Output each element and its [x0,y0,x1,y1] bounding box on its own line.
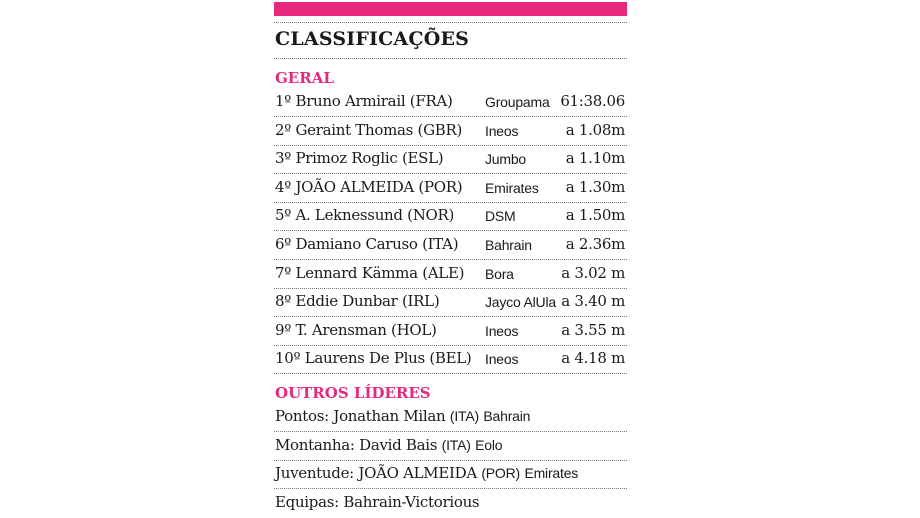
leader-country: (ITA) [441,436,471,453]
time-gap: a 1.30m [565,177,625,196]
rider-name: 7º Lennard Kämma (ALE) [275,263,465,282]
table-row [274,145,627,173]
table-row [274,202,627,230]
table-row [274,117,627,145]
time-gap: a 3.55 m [561,320,625,339]
rider-name: 2º Geraint Thomas (GBR) [275,120,463,139]
time-gap: a 3.02 m [561,263,625,282]
rider-name: 1º Bruno Armirail (FRA) [275,92,453,110]
list-item [274,489,627,517]
table-row [274,231,627,259]
leader-label: Equipas: Bahrain-Victorious [275,492,480,511]
divider [274,58,627,59]
team-name: Ineos [485,122,519,139]
section-heading-general: GERAL [275,69,334,87]
list-item [274,403,627,431]
row-divider [274,373,627,374]
leader-team: Bahrain [483,408,531,424]
time-gap: a 1.10m [565,149,625,168]
time-gap: a 1.08m [565,120,625,139]
team-name: DSM [485,208,516,225]
team-name: Groupama [485,94,550,110]
page-title: CLASSIFICAÇÕES [275,28,470,50]
rider-name: 9º T. Arensman (HOL) [275,320,437,339]
rider-name: 5º A. Leknessund (NOR) [275,206,455,225]
leader-label: Montanha: David Bais [275,435,438,454]
team-name: Jayco AlUla [485,294,556,311]
time-gap: a 1.50m [565,206,625,225]
time-gap: a 4.18 m [561,349,625,368]
divider [274,22,627,23]
accent-bar [274,2,627,16]
rider-name: 6º Damiano Caruso (ITA) [275,235,459,253]
time-gap: a 2.36m [565,235,625,253]
rider-name: 8º Eddie Dunbar (IRL) [275,292,440,311]
table-row [274,174,627,202]
rider-name: 3º Primoz Roglic (ESL) [275,149,444,168]
table-row [274,88,627,116]
leader-country: (POR) [481,465,520,482]
table-row [274,317,627,345]
classification-panel [274,0,628,518]
table-row [274,345,627,373]
list-item [274,432,627,460]
table-row [274,288,627,316]
rider-name: 10º Laurens De Plus (BEL) [275,349,472,368]
leader-label: Juventude: JOÃO ALMEIDA [275,464,477,483]
leader-team: Eolo [475,436,503,453]
time-gap: 61:38.06 [560,92,625,110]
leader-label: Pontos: Jonathan Milan [275,407,446,425]
table-row [274,260,627,288]
section-heading-others: OUTROS LÍDERES [275,384,431,402]
rider-name: 4º JOÃO ALMEIDA (POR) [275,177,463,196]
team-name: Jumbo [485,151,527,168]
list-item [274,460,627,488]
team-name: Bahrain [485,237,532,253]
team-name: Emirates [485,179,539,196]
team-name: Ineos [485,351,519,368]
team-name: Ineos [485,322,519,339]
team-name: Bora [485,265,514,282]
leader-country: (ITA) [449,408,479,424]
time-gap: a 3.40 m [561,292,625,311]
leader-team: Emirates [524,465,579,482]
